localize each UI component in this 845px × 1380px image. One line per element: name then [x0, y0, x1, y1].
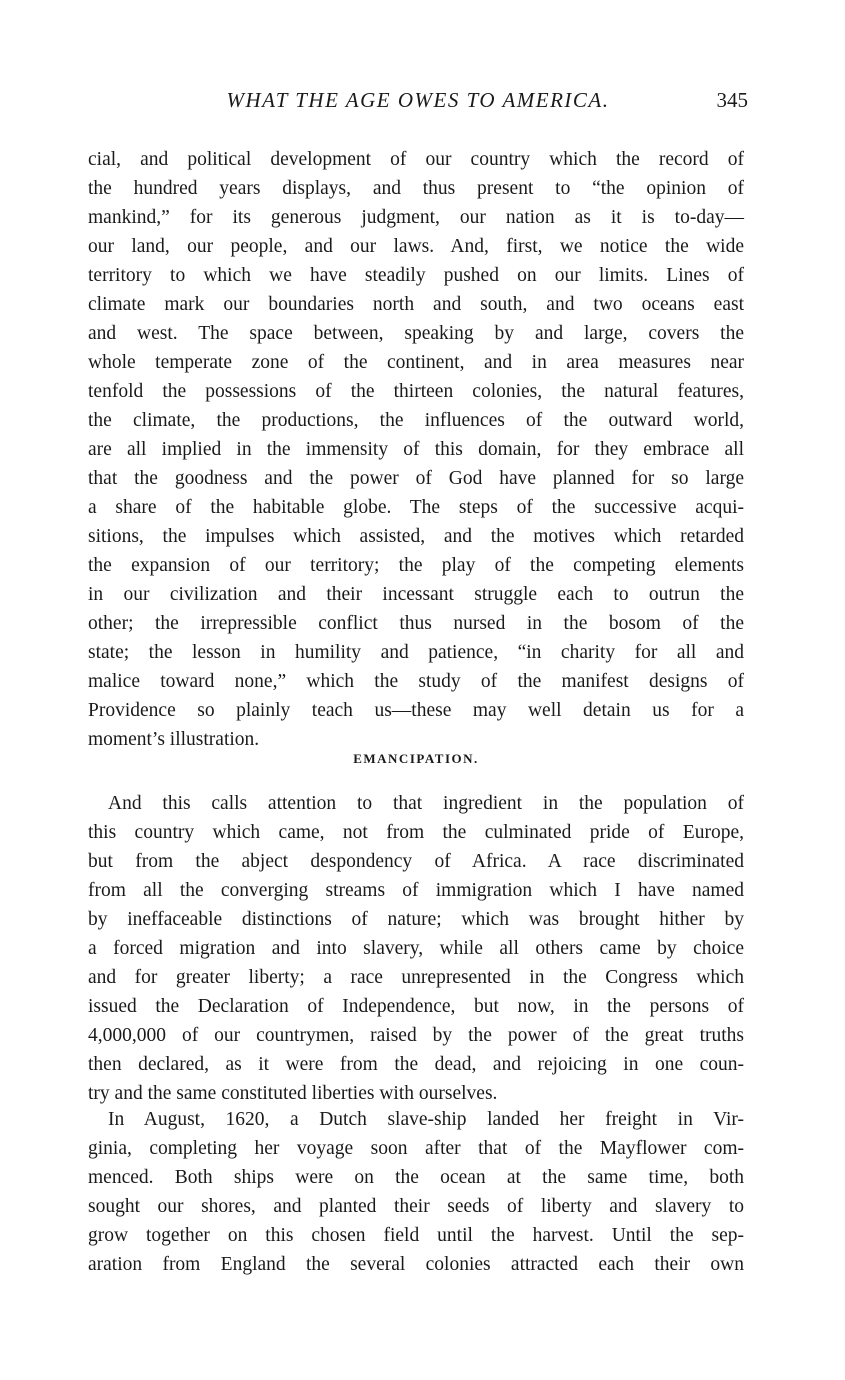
- text-line: and west. The space between, speaking by and large, covers the: [88, 323, 744, 344]
- text-line: In August, 1620, a Dutch slave-ship landed her freight in Vir-: [108, 1109, 744, 1130]
- text-line: sitions, the impulses which assisted, and the motives which retarded: [88, 526, 744, 547]
- text-line: are all implied in the immensity of this domain, for they embrace all: [88, 439, 744, 460]
- text-line: malice toward none,” which the study of the manifest designs of: [88, 671, 744, 692]
- running-title: WHAT THE AGE OWES TO AMERICA.: [226, 88, 610, 112]
- text-line: whole temperate zone of the continent, and in area measures near: [88, 352, 744, 373]
- text-line: issued the Declaration of Independence, but now, in the persons of: [88, 996, 744, 1017]
- text-line: aration from England the several colonies attracted each their own: [88, 1254, 744, 1275]
- text-line: grow together on this chosen field until the harvest. Until the sep-: [88, 1225, 744, 1246]
- text-line: Providence so plainly teach us—these may well detain us for a: [88, 700, 744, 721]
- text-line: that the goodness and the power of God have planned for so large: [88, 468, 744, 489]
- text-line: sought our shores, and planted their seeds of liberty and slavery to: [88, 1196, 744, 1217]
- paragraph-territory: [88, 145, 744, 754]
- section-heading: EMANCIPATION.: [353, 751, 479, 766]
- page-number: 345: [716, 88, 748, 112]
- text-line: the climate, the productions, the influences of the outward world,: [88, 410, 744, 431]
- text-line: tenfold the possessions of the thirteen colonies, the natural features,: [88, 381, 744, 402]
- text-line: a forced migration and into slavery, while all others came by choice: [88, 938, 744, 959]
- text-line: the expansion of our territory; the play of the competing elements: [88, 555, 744, 576]
- text-line: but from the abject despondency of Africa. A race discriminated: [88, 851, 744, 872]
- text-line: other; the irrepressible conflict thus nursed in the bosom of the: [88, 613, 744, 634]
- text-line: the hundred years displays, and thus present to “the opinion of: [88, 178, 744, 199]
- text-line: this country which came, not from the culminated pride of Europe,: [88, 822, 744, 843]
- text-line: menced. Both ships were on the ocean at the same time, both: [88, 1167, 744, 1188]
- text-line: 4,000,000 of our countrymen, raised by the power of the great truths: [88, 1025, 744, 1046]
- text-line: moment’s illustration.: [88, 729, 260, 750]
- paragraph-slave-ship: [88, 1105, 744, 1279]
- text-line: cial, and political development of our country which the record of: [88, 149, 744, 170]
- text-line: by ineffaceable distinctions of nature; which was brought hither by: [88, 909, 744, 930]
- paragraph-emancipation: [88, 789, 744, 1108]
- text-line: a share of the habitable globe. The steps of the successive acqui-: [88, 497, 744, 518]
- text-line: try and the same constituted liberties with ourselves.: [88, 1083, 498, 1104]
- text-line: then declared, as it were from the dead, and rejoicing in one coun-: [88, 1054, 744, 1075]
- text-line: mankind,” for its generous judgment, our nation as it is to-day—: [88, 207, 744, 228]
- text-line: and for greater liberty; a race unrepresented in the Congress which: [88, 967, 744, 988]
- text-line: And this calls attention to that ingredient in the population of: [108, 793, 744, 814]
- text-line: ginia, completing her voyage soon after that of the Mayflower com-: [88, 1138, 744, 1159]
- text-line: territory to which we have steadily pushed on our limits. Lines of: [88, 265, 744, 286]
- text-line: from all the converging streams of immigration which I have named: [88, 880, 744, 901]
- text-line: climate mark our boundaries north and south, and two oceans east: [88, 294, 744, 315]
- text-line: state; the lesson in humility and patience, “in charity for all and: [88, 642, 744, 663]
- text-line: in our civilization and their incessant struggle each to outrun the: [88, 584, 744, 605]
- text-line: our land, our people, and our laws. And, first, we notice the wide: [88, 236, 744, 257]
- running-head: [88, 88, 748, 118]
